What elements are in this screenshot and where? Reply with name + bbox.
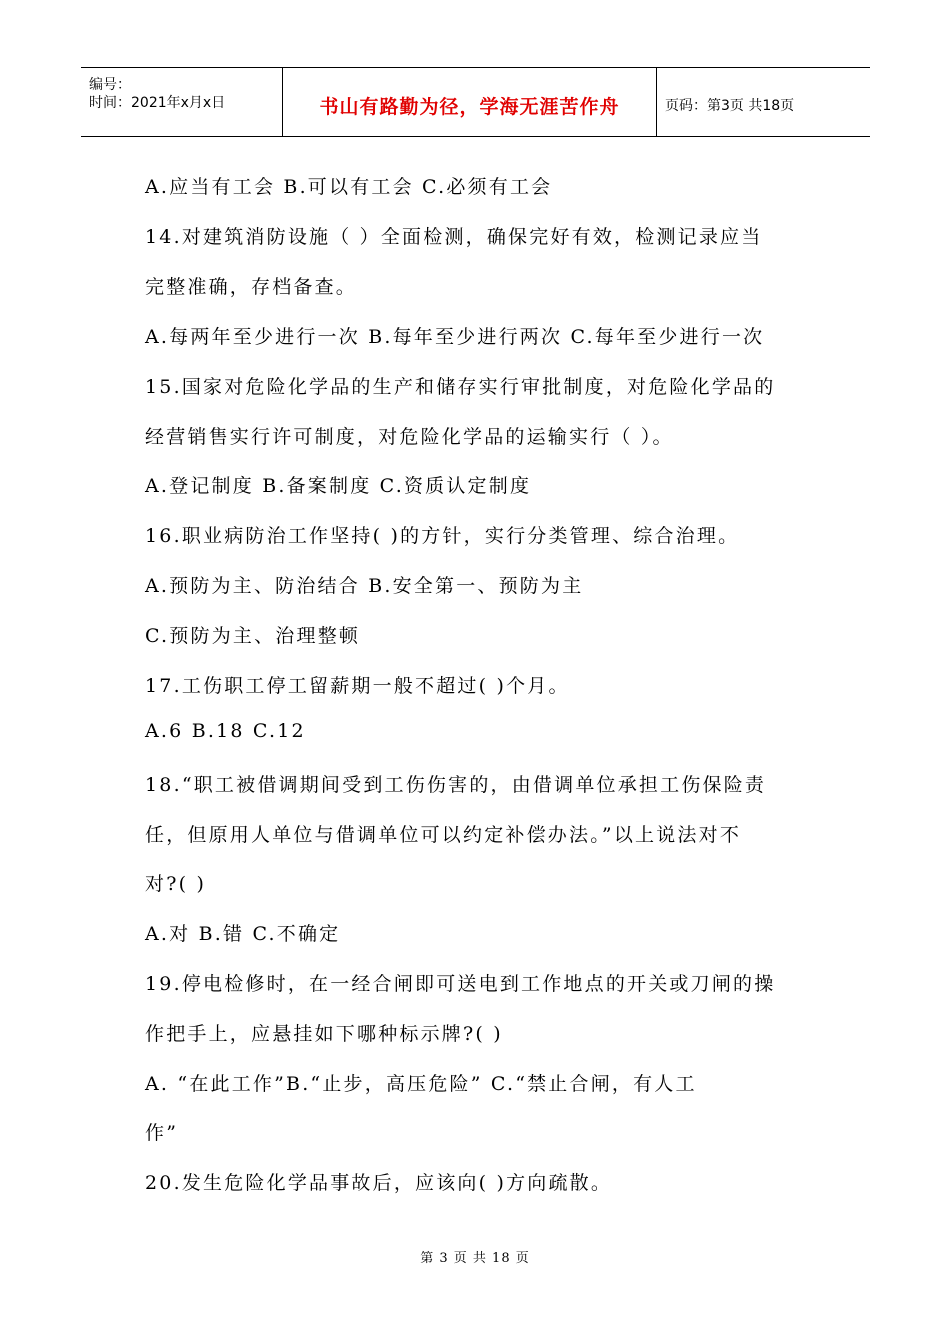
- header-page-cell: [657, 68, 870, 136]
- text-line: 19.停电检修时，在一经合闸即可送电到工作地点的开关或刀闸的操: [145, 973, 776, 995]
- text-line: 15.国家对危险化学品的生产和储存实行审批制度，对危险化学品的: [145, 376, 776, 398]
- page-footer: 第 3 页 共 18 页: [420, 1251, 530, 1266]
- header-motto-cell: [283, 68, 657, 136]
- code-label: 编号：: [89, 77, 131, 93]
- text-line: 20.发生危险化学品事故后，应该向( )方向疏散。: [145, 1172, 613, 1194]
- header-meta-cell: [81, 68, 283, 136]
- text-line: 18.“职工被借调期间受到工伤伤害的，由借调单位承担工伤保险责: [145, 774, 767, 796]
- date-line: 时间：2021年x月x日: [89, 95, 226, 111]
- text-line: A. “在此工作”B.“止步，高压危险” C.“禁止合闸，有人工: [145, 1073, 697, 1095]
- text-line: 完整准确，存档备查。: [145, 276, 358, 298]
- text-line: 17.工伤职工停工留薪期一般不超过( )个月。: [145, 675, 570, 697]
- text-line: A.应当有工会 B.可以有工会 C.必须有工会: [145, 176, 553, 198]
- text-line: 任，但原用人单位与借调单位可以约定补偿办法。”以上说法对不: [145, 824, 742, 846]
- text-line: A.登记制度 B.备案制度 C.资质认定制度: [145, 475, 532, 497]
- text-line: A.6 B.18 C.12: [145, 720, 306, 742]
- text-line: 14.对建筑消防设施（ ）全面检测，确保完好有效，检测记录应当: [145, 226, 763, 248]
- text-line: A.每两年至少进行一次 B.每年至少进行两次 C.每年至少进行一次: [145, 326, 765, 348]
- text-line: 经营销售实行许可制度，对危险化学品的运输实行（ ）。: [145, 426, 674, 448]
- page-info: 页码：第3页 共18页: [665, 98, 795, 114]
- text-line: 16.职业病防治工作坚持( )的方针，实行分类管理、综合治理。: [145, 525, 740, 547]
- text-line: C.预防为主、治理整顿: [145, 625, 361, 647]
- text-line: A.对 B.错 C.不确定: [145, 923, 341, 945]
- motto: 书山有路勤为径，学海无涯苦作舟: [319, 96, 620, 118]
- text-line: 作把手上，应悬挂如下哪种标示牌?( ): [145, 1023, 503, 1045]
- text-line: A.预防为主、防治结合 B.安全第一、预防为主: [145, 575, 584, 597]
- page-header: [81, 67, 870, 137]
- text-line: 对?( ): [145, 873, 207, 895]
- text-line: 作”: [145, 1122, 179, 1144]
